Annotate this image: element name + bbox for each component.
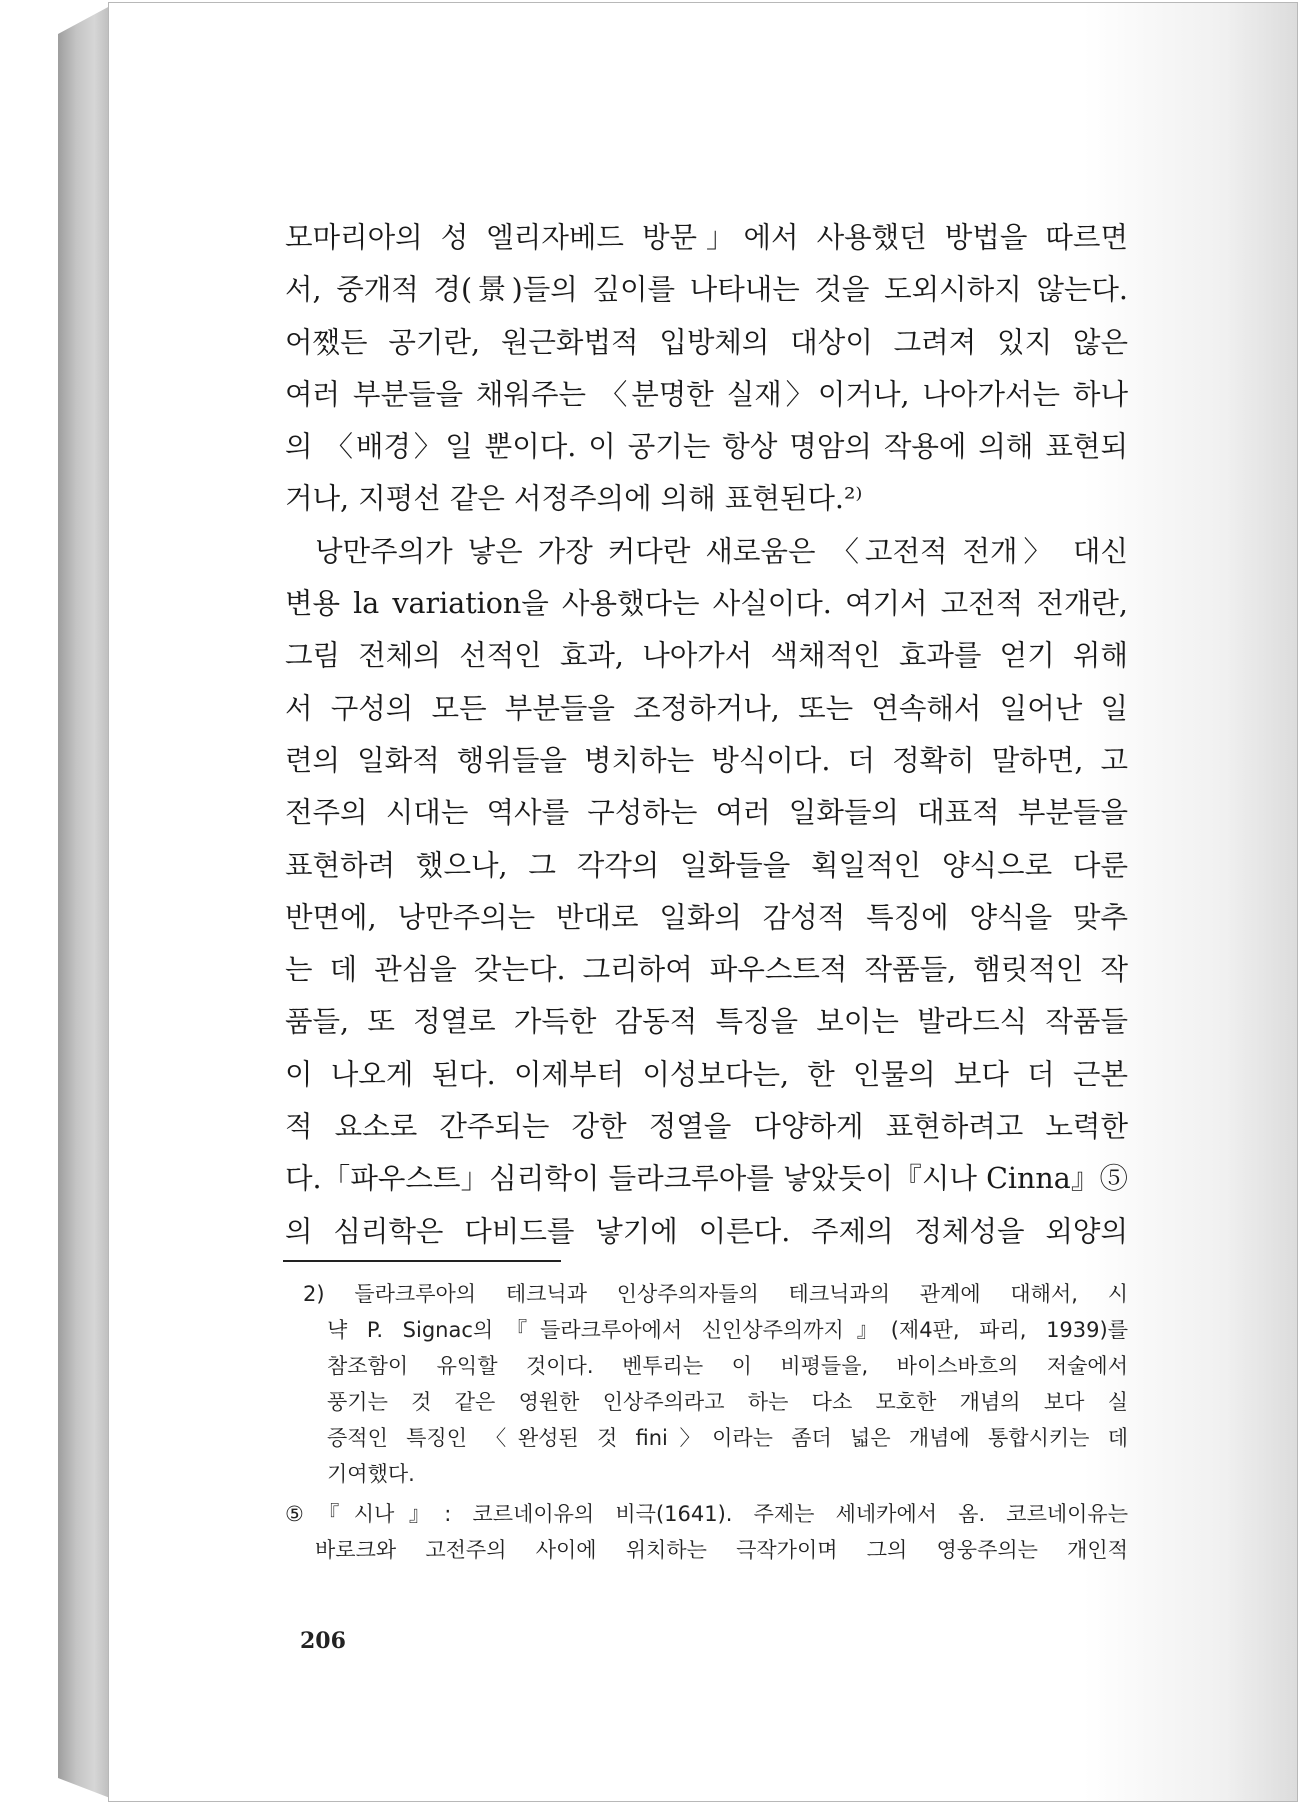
body-text (285, 212, 1128, 1258)
footnote-divider (283, 1260, 561, 1262)
footnotes (285, 1276, 1128, 1568)
body-line: 다.「파우스트」심리학이 들라크루아를 낳았듯이『시나 Cinna』⑤ (285, 1162, 1128, 1196)
body-line: 어쨌든 공기란, 원근화법적 입방체의 대상이 그려져 있지 않은 (285, 325, 1128, 359)
body-line: 여러 부분들을 채워주는 〈분명한 실재〉이거나, 나아가서는 하나 (285, 377, 1128, 411)
body-line: 련의 일화적 행위들을 병치하는 방식이다. 더 정확히 말하면, 고 (285, 743, 1128, 777)
footnote-2-line: 풍기는 것 같은 영원한 인상주의라고 하는 다소 모호한 개념의 보다 실 (327, 1390, 1128, 1414)
body-line: 변용 la variation을 사용했다는 사실이다. 여기서 고전적 전개란, (285, 587, 1128, 621)
body-line: 모마리아의 성 엘리자베드 방문」에서 사용했던 방법을 따르면 (285, 221, 1128, 254)
body-line: 품들, 또 정열로 가득한 감동적 특징을 보이는 발라드식 작품들 (285, 1005, 1128, 1039)
body-line: 는 데 관심을 갖는다. 그리하여 파우스트적 작품들, 햄릿적인 작 (285, 953, 1128, 987)
body-line: 반면에, 낭만주의는 반대로 일화의 감성적 특징에 양식을 맞추 (285, 900, 1128, 934)
body-line: 낭만주의가 낳은 가장 커다란 새로움은 〈고전적 전개〉 대신 (315, 534, 1128, 568)
body-line: 의 〈배경〉일 뿐이다. 이 공기는 항상 명암의 작용에 의해 표현되 (285, 430, 1128, 464)
book-spine (58, 6, 110, 1798)
body-line: 적 요소로 간주되는 강한 정열을 다양하게 표현하려고 노력한 (285, 1110, 1128, 1144)
footnote-5-line: 바로크와 고전주의 사이에 위치하는 극작가이며 그의 영웅주의는 개인적 (315, 1538, 1128, 1562)
footnote-2-line: 참조함이 유익할 것이다. 벤투리는 이 비평들을, 바이스바흐의 저술에서 (327, 1354, 1128, 1378)
footnote-5-line: ⑤『시나』: 코르네이유의 비극(1641). 주제는 세네카에서 옴. 코르네이유는 (285, 1502, 1128, 1526)
body-line: 전주의 시대는 역사를 구성하는 여러 일화들의 대표적 부분들을 (285, 796, 1128, 830)
body-line: 이 나오게 된다. 이제부터 이성보다는, 한 인물의 보다 더 근본 (285, 1057, 1128, 1091)
footnote-2-line: 냑 P. Signac의『들라크루아에서 신인상주의까지』(제4판, 파리, 1939)를 (327, 1318, 1128, 1342)
body-line: 표현하려 했으나, 그 각각의 일화들을 획일적인 양식으로 다룬 (285, 848, 1128, 882)
body-line: 그림 전체의 선적인 효과, 나아가서 색채적인 효과를 얻기 위해 (285, 639, 1128, 673)
body-line: 의 심리학은 다비드를 낳기에 이른다. 주제의 정체성을 외양의 (285, 1214, 1128, 1248)
body-line: 거나, 지평선 같은 서정주의에 의해 표현된다.²⁾ (285, 482, 863, 516)
body-line: 서 구성의 모든 부분들을 조정하거나, 또는 연속해서 일어난 일 (285, 691, 1128, 725)
body-line: 서, 중개적 경(景)들의 깊이를 나타내는 것을 도외시하지 않는다. (285, 273, 1128, 307)
page-number: 206 (300, 1628, 346, 1654)
footnote-2-line: 증적인 특징인 〈완성된 것 fini〉이라는 좀더 넓은 개념에 통합시키는 데 (327, 1426, 1128, 1450)
footnote-2-line: 기여했다. (327, 1462, 415, 1486)
footnote-2-line: 2) 들라크루아의 테크닉과 인상주의자들의 테크닉과의 관계에 대해서, 시 (303, 1282, 1128, 1306)
